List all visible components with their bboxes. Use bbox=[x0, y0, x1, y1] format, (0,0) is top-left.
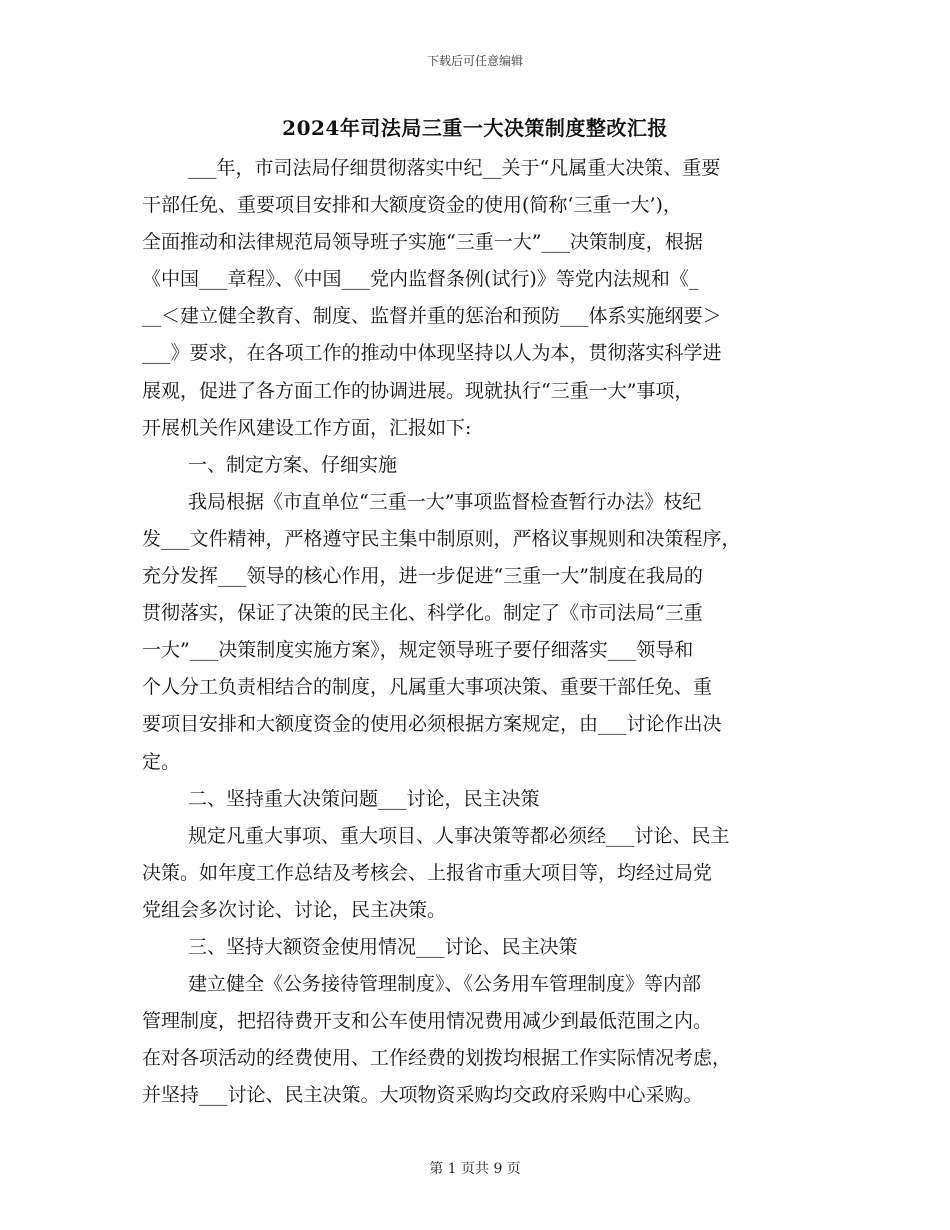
document-body bbox=[142, 150, 814, 1114]
body-text-line: 展观，促进了各方面工作的协调进展。现就执行“三重一大”事项， bbox=[142, 379, 694, 402]
body-text-line: 一大”___决策制度实施方案》，规定领导班子要仔细落实___领导和 bbox=[142, 639, 694, 662]
body-text-line: 党组会多次讨论、讨论，民主决策。 bbox=[142, 898, 447, 921]
page-number-footer: 第 1 页共 9 页 bbox=[429, 1161, 521, 1177]
body-text-line: 决策。如年度工作总结及考核会、上报省市重大项目等，均经过局党 bbox=[142, 861, 713, 884]
body-text-line: 管理制度，把招待费开支和公车使用情况费用减少到最低范围之内。 bbox=[142, 1010, 713, 1033]
body-text-line: 一、制定方案、仔细实施 bbox=[188, 453, 398, 476]
body-text-line: 开展机关作风建设工作方面，汇报如下: bbox=[142, 416, 472, 439]
body-text-line: __＜建立健全教育、制度、监督并重的惩治和预防___体系实施纲要＞ bbox=[142, 305, 722, 328]
body-text-line: 全面推动和法律规范局领导班子实施“三重一大”___决策制度，根据 bbox=[142, 231, 703, 254]
body-text-line: 规定凡重大事项、重大项目、人事决策等都必须经___讨论、民主 bbox=[188, 824, 730, 847]
body-text-line: 要项目安排和大额度资金的使用必须根据方案规定，由___讨论作出决 bbox=[142, 713, 722, 736]
body-text-line: 三、坚持大额资金使用情况___讨论、民主决策 bbox=[188, 935, 578, 958]
body-text-line: ___》要求，在各项工作的推动中体现坚持以人为本，贯彻落实科学进 bbox=[142, 342, 722, 365]
body-text-line: 在对各项活动的经费使用、工作经费的划拨均根据工作实际情况考虑， bbox=[142, 1047, 732, 1070]
body-text-line: ___年，市司法局仔细贯彻落实中纪__关于“凡属重大决策、重要 bbox=[188, 157, 721, 179]
header-note: 下载后可任意编辑 bbox=[426, 54, 523, 68]
document-title: 2024年司法局三重一大决策制度整改汇报 bbox=[282, 116, 668, 140]
body-text-line: 二、坚持重大决策问题___讨论，民主决策 bbox=[188, 787, 540, 810]
body-text-line: 发___文件精神，严格遵守民主集中制原则，严格议事规则和决策程序， bbox=[142, 527, 741, 550]
body-text-line: 建立健全《公务接待管理制度》、《公务用车管理制度》等内部 bbox=[188, 973, 702, 996]
body-text-line: 充分发挥___领导的核心作用，进一步促进“三重一大”制度在我局的 bbox=[142, 565, 703, 588]
body-text-line: 干部任免、重要项目安排和大额度资金的使用(简称‘三重一大’)， bbox=[142, 194, 682, 217]
body-text-line: 我局根据《市直单位“三重一大”事项监督检查暂行办法》枝纪 bbox=[188, 490, 702, 513]
body-text-line: 贯彻落实，保证了决策的民主化、科学化。制定了《市司法局“三重 bbox=[142, 602, 703, 625]
body-text-line: 《中国___章程》、《中国___党内监督条例(试行)》等党内法规和《_ bbox=[142, 268, 699, 291]
body-text-line: 定。 bbox=[142, 750, 181, 773]
body-text-line: 个人分工负责相结合的制度，凡属重大事项决策、重要干部任免、重 bbox=[142, 676, 713, 699]
body-text-line: 并坚持___讨论、民主决策。大项物资采购均交政府采购中心采购。 bbox=[142, 1084, 703, 1107]
